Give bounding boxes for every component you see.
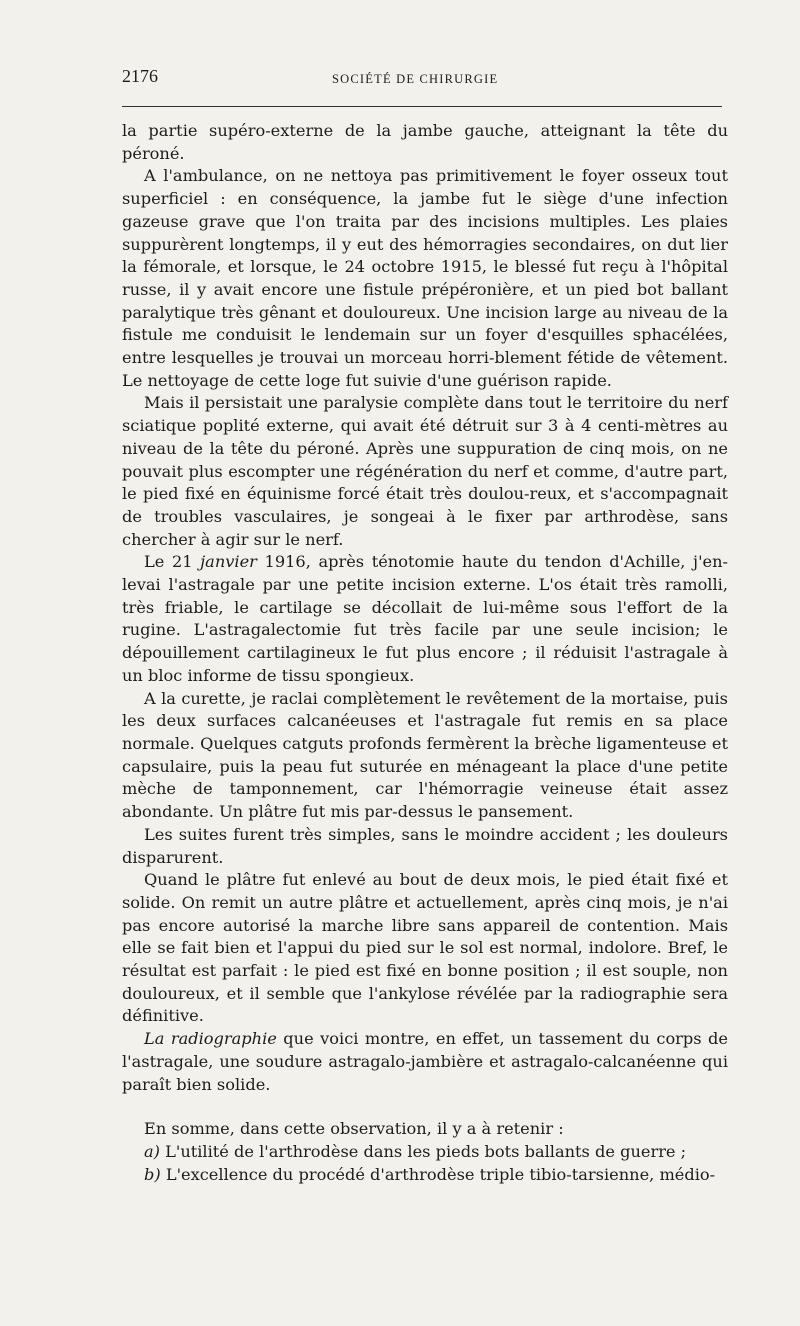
summary-intro: En somme, dans cette observation, il y a à retenir : <box>144 1119 564 1139</box>
paragraph-8 <box>122 1028 728 1096</box>
paragraph-8-rest: que voici montre, en effet, un tassement du corps de l'astragale, une soudure astragalo-jambière et astragalo-calcanéenne qui paraît bien solide. <box>122 1029 729 1094</box>
page-header <box>122 66 722 90</box>
item-a-marker: a) <box>144 1141 160 1161</box>
paragraph-4 <box>122 551 728 687</box>
italic-date: janvier <box>200 552 257 572</box>
body-text <box>122 120 728 1186</box>
paragraph-5: A la curette, je raclai complètement le revêtement de la mortaise, puis les deux surfaces calcanéeuses et l'astragale fut remis en sa place normale. Quelques catguts profonds fermèrent la brèche ligamenteuse et capsulaire, puis la peau fut suturée en ménageant la place d'une petite mèche de tamponnement, car l'hémorragie veineuse était assez abondante. Un plâtre fut mis par-dessus le pansement. <box>122 688 728 822</box>
summary-item-a <box>122 1141 728 1164</box>
paragraph-2: A l'ambulance, on ne nettoya pas primitivement le foyer osseux tout superficiel : en conséquence, la jambe fut le siège d'une infection gazeuse grave que l'on traita par des incisions multiples. Les plaies suppurèrent longtemps, il y eut des hémorragies secondaires, on dut lier la fémorale, et lorsque, le 24 octobre 1915, le blessé fut reçu à l'hôpital russe, il y avait encore une fistule prépéronière, et un pied bot ballant paralytique très gênant et douloureux. Une incision large au niveau de la fistule me conduisit le lendemain sur un foyer d'esquilles sphacélées, entre lesquelles je trouvai un morceau horri-blement fétide de vêtement. Le nettoyage de cette loge fut suivie d'une guérison rapide. <box>122 166 728 390</box>
paragraph-6: Les suites furent très simples, sans le moindre accident ; les douleurs disparurent. <box>122 824 728 867</box>
page-number: 2176 <box>122 66 158 86</box>
header-rule <box>122 106 722 107</box>
paragraph-7: Quand le plâtre fut enlevé au bout de deux mois, le pied était fixé et solide. On remit un autre plâtre et actuellement, après cinq mois, je n'ai pas encore autorisé la marche libre sans appareil de contention. Mais elle se fait bien et l'appui du pied sur le sol est normal, indolore. Bref, le résultat est parfait : le pied est fixé en bonne position ; il est souple, non douloureux, et il semble que l'ankylose révélée par la radiographie sera définitive. <box>122 870 728 1026</box>
item-b-text: L'excellence du procédé d'arthrodèse triple tibio-tarsienne, médio- <box>160 1164 716 1184</box>
item-a-text: L'utilité de l'arthrodèse dans les pieds bots ballants de guerre ; <box>159 1141 687 1161</box>
italic-radiographie: La radiographie <box>144 1029 277 1049</box>
paragraph-4-rest: 1916, après ténotomie haute du tendon d'Achille, j'en-levai l'astragale par une petite incision externe. L'os était très ramolli, très friable, le cartilage se décollait de lui-même sous l'effort de la rugine. L'astragalectomie fut très facile par une seule incision; le dépouillement cartilagineux le fut plus encore ; il réduisit l'astragale à un bloc informe de tissu spongieux. <box>122 552 729 685</box>
paragraph-1: la partie supéro-externe de la jambe gauche, atteignant la tête du péroné. <box>122 121 728 163</box>
running-head: SOCIÉTÉ DE CHIRURGIE <box>332 72 499 86</box>
item-b-marker: b) <box>144 1164 161 1184</box>
summary-item-b <box>122 1164 728 1187</box>
paragraph-3: Mais il persistait une paralysie complète dans tout le territoire du nerf sciatique poplité externe, qui avait été détruit sur 3 à 4 centi-mètres au niveau de la tête du péroné. Après une suppuration de cinq mois, on ne pouvait plus escompter une régénération du nerf et comme, d'autre part, le pied fixé en équinisme forcé était très doulou-reux, et s'accompagnait de troubles vasculaires, je songeai à le fixer par arthrodèse, sans chercher à agir sur le nerf. <box>122 393 728 549</box>
paragraph-4-start: Le 21 <box>144 552 201 572</box>
